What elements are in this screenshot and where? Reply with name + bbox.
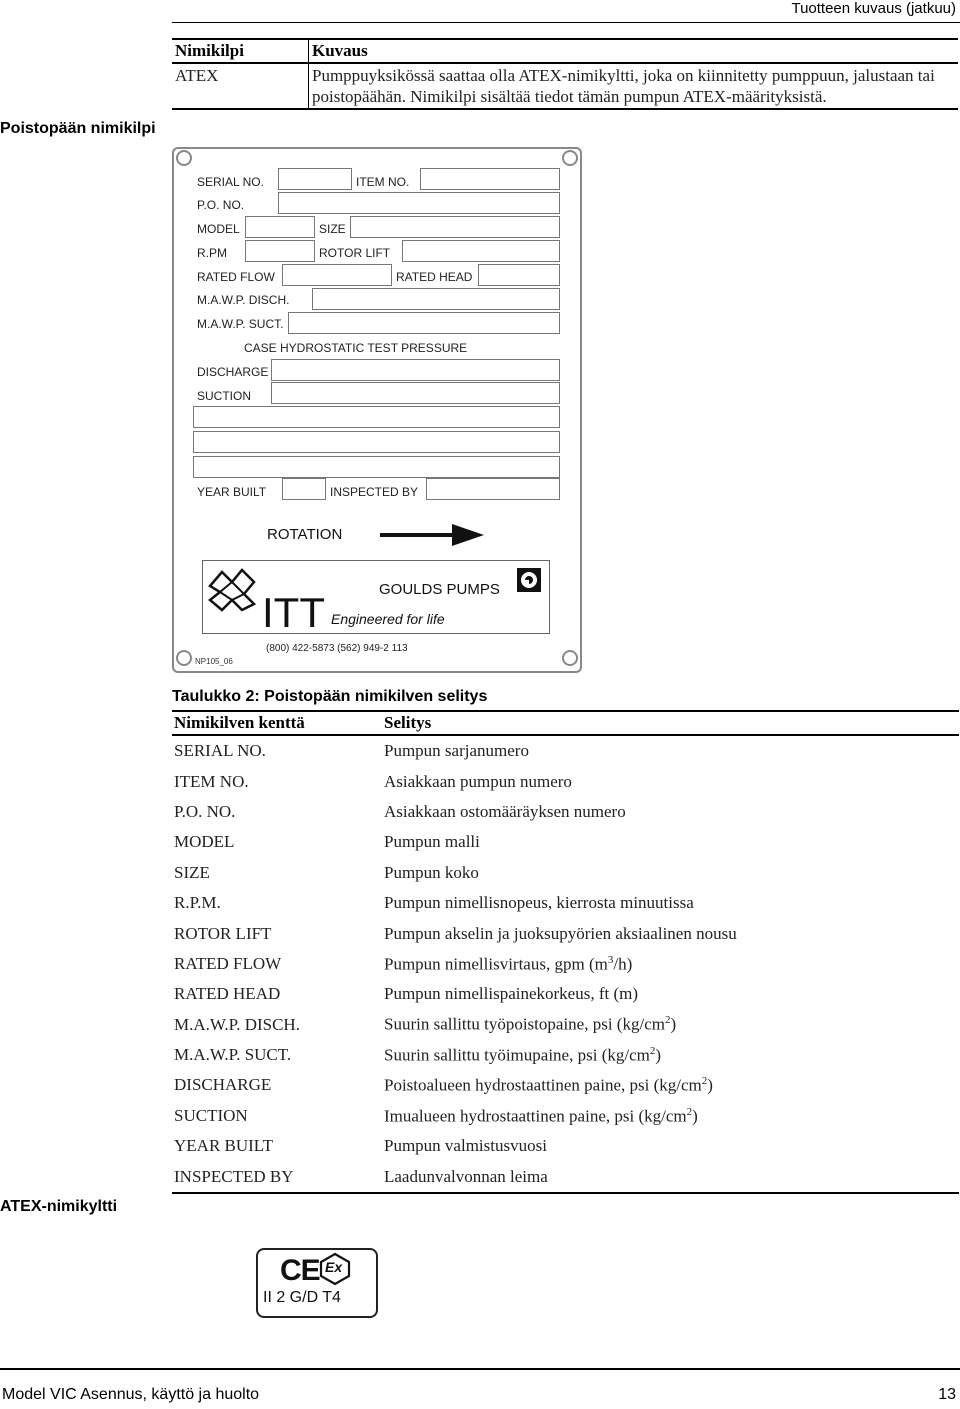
plate-field-box <box>420 168 560 190</box>
screw-icon <box>176 150 192 166</box>
plate-field-box <box>245 216 315 238</box>
goulds-pumps-text: GOULDS PUMPS <box>379 581 500 598</box>
plate-label-year-built: YEAR BUILT <box>197 485 267 499</box>
row-name: ATEX <box>172 63 309 109</box>
table-row <box>172 797 959 827</box>
section-label-atex: ATEX-nimikyltti <box>0 1198 118 1215</box>
plate-label-rpm: R.PM <box>197 246 227 260</box>
plate-field-box <box>402 240 560 262</box>
plate-label-serial: SERIAL NO. <box>197 175 264 189</box>
table-row <box>172 766 959 796</box>
table-row <box>172 1101 959 1131</box>
field-desc: Pumpun nimellisnopeus, kierrosta minuutissa <box>384 893 694 913</box>
field-name: RATED HEAD <box>174 984 281 1004</box>
ex-mark-text: Ex <box>325 1259 343 1275</box>
itt-wave-logo-icon <box>206 564 258 614</box>
plate-field-box <box>245 240 315 262</box>
table-row <box>172 888 959 918</box>
plate-field-box <box>282 478 326 500</box>
row-desc: Pumppuyksikössä saattaa olla ATEX-nimikyltti, joka on kiinnitetty pumppuun, jalustaan tai poistopäähän. Nimikilpi sisältää tiedot tämän pumpun ATEX-määrityksistä. <box>309 63 959 109</box>
plate-figure-code: NP105_06 <box>195 657 233 666</box>
field-desc: Pumpun valmistusvuosi <box>384 1136 547 1156</box>
plate-label-size: SIZE <box>319 222 346 236</box>
plate-label-case-test: CASE HYDROSTATIC TEST PRESSURE <box>244 341 468 355</box>
table-row <box>172 63 958 109</box>
plate-phone-numbers: (800) 422-5873 (562) 949-2 113 <box>266 643 408 654</box>
field-name: SERIAL NO. <box>174 741 266 761</box>
table-row <box>172 735 959 766</box>
plate-label-po: P.O. NO. <box>197 198 245 212</box>
section-header: Tuotteen kuvaus (jatkuu) <box>791 0 956 17</box>
plate-label-item: ITEM NO. <box>356 175 410 189</box>
plate-field-box <box>193 406 560 428</box>
plate-field-box <box>350 216 560 238</box>
plate-label-mawp-disch: M.A.W.P. DISCH. <box>197 293 290 307</box>
table-row <box>172 1161 959 1192</box>
field-name: DISCHARGE <box>174 1075 272 1095</box>
itt-brand-text: ITT <box>262 589 325 636</box>
field-desc: Pumpun sarjanumero <box>384 741 529 761</box>
plate-label-rotor-lift: ROTOR LIFT <box>319 246 391 260</box>
table-row <box>172 827 959 857</box>
field-desc: Asiakkaan ostomääräyksen numero <box>384 801 626 821</box>
table-caption: Taulukko 2: Poistopään nimikilven selitys <box>172 688 488 705</box>
field-name: ITEM NO. <box>174 771 249 791</box>
section-label-poistopaa: Poistopään nimikilpi <box>0 120 156 137</box>
plate-label-inspected-by: INSPECTED BY <box>330 485 419 499</box>
nameplate-type-table <box>172 38 958 110</box>
table-row <box>172 1070 959 1100</box>
table-row <box>172 1010 959 1040</box>
col-header-field: Nimikilven kenttä <box>172 711 382 735</box>
plate-field-box <box>282 264 392 286</box>
screw-icon <box>562 650 578 666</box>
field-desc: Asiakkaan pumpun numero <box>384 771 572 791</box>
screw-icon <box>176 650 192 666</box>
plate-field-box <box>271 359 560 381</box>
field-desc: Laadunvalvonnan leima <box>382 1161 959 1192</box>
footer-rule <box>0 1368 960 1370</box>
plate-label-discharge: DISCHARGE <box>197 365 269 379</box>
field-name: MODEL <box>174 832 235 852</box>
plate-field-box <box>426 478 560 500</box>
field-name: INSPECTED BY <box>172 1161 382 1192</box>
plate-label-mawp-suct: M.A.W.P. SUCT. <box>197 317 284 331</box>
plate-label-rotation: ROTATION <box>267 526 343 543</box>
page-number: 13 <box>938 1386 956 1403</box>
screw-icon <box>562 150 578 166</box>
table-row <box>172 979 959 1009</box>
plate-field-box <box>312 288 560 310</box>
plate-field-box <box>278 192 560 214</box>
table-row <box>172 918 959 948</box>
field-desc: Suurin sallittu työpoistopaine, psi $(kg/cm^2)$ <box>384 1014 677 1035</box>
engineered-for-life-text: Engineered for life <box>331 611 445 627</box>
ce-mark: CE <box>280 1254 320 1287</box>
col-header-kuvaus: Kuvaus <box>309 39 959 63</box>
plate-label-rated-flow: RATED FLOW <box>197 270 275 284</box>
nameplate-explanation-table <box>172 710 959 1194</box>
field-name: R.P.M. <box>174 893 221 913</box>
field-desc: Suurin sallittu työimupaine, psi $(kg/cm^2)$ <box>384 1044 662 1065</box>
field-name: M.A.W.P. SUCT. <box>174 1045 292 1065</box>
field-desc: Pumpun nimellisvirtaus, gpm $(m^3/h)$ <box>384 953 633 974</box>
col-header-explanation: Selitys <box>382 711 959 735</box>
plate-field-box <box>278 168 352 190</box>
field-name: M.A.W.P. DISCH. <box>174 1014 300 1034</box>
plate-label-suction: SUCTION <box>197 389 251 403</box>
field-name: RATED FLOW <box>174 953 282 973</box>
table-row <box>172 1131 959 1161</box>
table-row <box>172 949 959 979</box>
plate-field-box <box>478 264 560 286</box>
col-header-nimikilpi: Nimikilpi <box>172 39 309 63</box>
field-name: P.O. NO. <box>174 801 236 821</box>
table-row <box>172 1040 959 1070</box>
field-name: ROTOR LIFT <box>174 923 272 943</box>
field-desc: Pumpun malli <box>384 832 480 852</box>
field-name: SIZE <box>174 862 210 882</box>
plate-field-box <box>193 431 560 453</box>
field-desc: Imualueen hydrostaattinen paine, psi $(kg/cm^2)$ <box>384 1105 698 1126</box>
atex-category-text: II 2 G/D T4 <box>263 1289 341 1306</box>
rotation-arrow-icon <box>380 522 488 548</box>
plate-field-box <box>193 456 560 478</box>
plate-field-box <box>288 312 560 334</box>
table-row <box>172 858 959 888</box>
plate-label-model: MODEL <box>197 222 240 236</box>
plate-label-rated-head: RATED HEAD <box>396 270 473 284</box>
field-name: SUCTION <box>174 1105 248 1125</box>
field-name: YEAR BUILT <box>174 1136 274 1156</box>
field-desc: Pumpun koko <box>384 862 479 882</box>
field-desc: Pumpun akselin ja juoksupyörien aksiaalinen nousu <box>384 923 737 943</box>
field-desc: Poistoalueen hydrostaattinen paine, psi $(kg/cm^2)$ <box>384 1075 713 1095</box>
plate-field-box <box>271 382 560 404</box>
footer-manual-title: Model VIC Asennus, käyttö ja huolto <box>2 1386 260 1403</box>
field-desc: Pumpun nimellispainekorkeus, ft (m) <box>384 984 639 1004</box>
header-rule <box>172 22 960 23</box>
goulds-logo-icon <box>516 567 542 593</box>
